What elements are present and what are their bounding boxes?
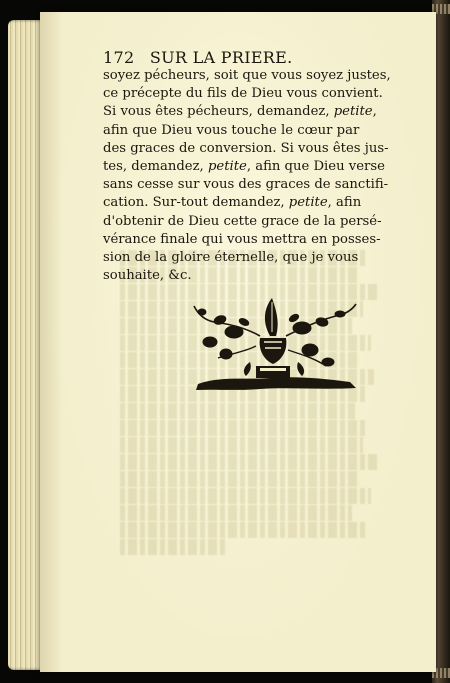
text-line: Si vous êtes pécheurs, demandez, petite, xyxy=(103,104,377,120)
text-line: d'obtenir de Dieu cette grace de la persé- xyxy=(103,213,382,229)
running-header xyxy=(103,48,393,66)
italic-word: petite xyxy=(288,195,328,211)
text-line: sion de la gloire éternelle, que je vous xyxy=(103,249,359,265)
text-line: des graces de conversion. Si vous êtes jus- xyxy=(103,140,389,156)
floral-urn-vignette-icon xyxy=(190,292,362,396)
page-number: 172 xyxy=(103,48,135,67)
text-line: vérance finale qui vous mettra en posses- xyxy=(103,231,381,247)
italic-word: petite xyxy=(333,104,373,120)
text-line: afin que Dieu vous touche le cœur par xyxy=(103,122,360,138)
text-line: sans cesse sur vous des graces de sanctifi- xyxy=(103,177,389,193)
running-head-title: SUR LA PRIERE. xyxy=(149,48,293,67)
text-line: souhaite, &c. xyxy=(103,268,192,284)
text-line: ce précepte du fils de Dieu vous convient. xyxy=(103,86,383,102)
italic-word: petite xyxy=(207,158,247,174)
body-text xyxy=(103,67,399,285)
text-line: cation. Sur-tout demandez, petite, afin xyxy=(103,195,362,211)
text-line: tes, demandez, petite, afin que Dieu verse xyxy=(103,158,385,174)
text-line: soyez pécheurs, soit que vous soyez justes, xyxy=(103,68,391,83)
